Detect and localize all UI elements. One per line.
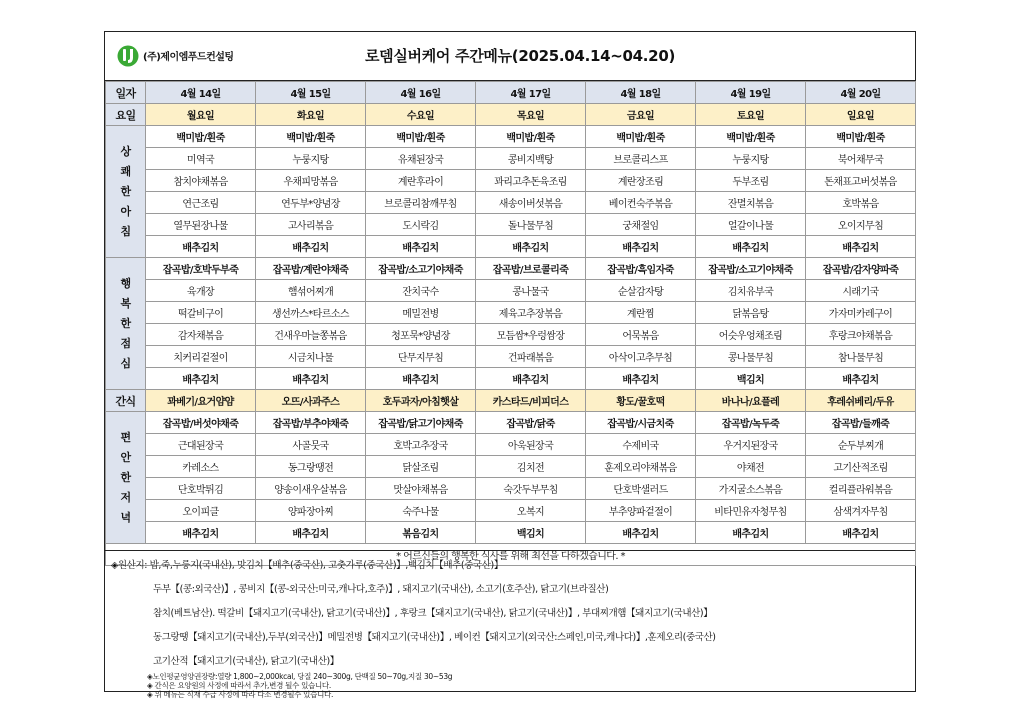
meal-label-char: 편: [120, 430, 131, 444]
table-row: [106, 522, 916, 544]
date-cell: 4월 19일: [696, 82, 806, 104]
origin-line-4: 동그랑땡【돼지고기(국내산),두부(외국산)】메밀전병【돼지고기(국내산)】, 베이컨【돼지고기(외국산:스페인,미국,캐나다)】,훈제오리(중국산): [153, 632, 716, 643]
lunch-menu-item: 치커리겉절이: [146, 346, 256, 368]
breakfast-menu-item: 누룽지탕: [696, 148, 806, 170]
meal-label-char: 상: [120, 144, 131, 158]
origin-line-2: 두부【(콩:외국산)】, 콩비지【(콩-외국산:미국,캐나다,호주)】, 돼지고기(국내산), 소고기(호주산), 닭고기(브라질산): [153, 584, 609, 595]
lunch-menu-item: 순살감자탕: [586, 280, 696, 302]
breakfast-menu-item: 연두부*양념장: [256, 192, 366, 214]
breakfast-menu-item: 꽈리고추돈육조림: [476, 170, 586, 192]
dinner-menu-item: 수제비국: [586, 434, 696, 456]
table-row: [106, 456, 916, 478]
dinner-menu-item: 근대된장국: [146, 434, 256, 456]
dinner-menu-item: 고기산적조림: [806, 456, 916, 478]
table-row: [106, 478, 916, 500]
dinner-menu-item: 아욱된장국: [476, 434, 586, 456]
breakfast-menu-item: 누룽지탕: [256, 148, 366, 170]
meal-label-char: 안: [120, 450, 131, 464]
table-row: [106, 368, 916, 390]
breakfast-menu-item: 콩비지백탕: [476, 148, 586, 170]
nutrition-note: ◈노인평균영양권장량:열량 1,800~2,000kcal, 당질 240~300g, 단백질 50~70g,지질 30~53g: [147, 672, 453, 681]
lunch-menu-item: 배추김치: [366, 368, 476, 390]
lunch-menu-item: 건새우마늘쫑볶음: [256, 324, 366, 346]
breakfast-menu-item: 새송이버섯볶음: [476, 192, 586, 214]
breakfast-menu-item: 백미밥/흰죽: [476, 126, 586, 148]
lunch-menu-item: 가자미카레구이: [806, 302, 916, 324]
breakfast-menu-item: 배추김치: [696, 236, 806, 258]
lunch-menu-item: 육개장: [146, 280, 256, 302]
breakfast-menu-item: 백미밥/흰죽: [366, 126, 476, 148]
breakfast-menu-item: 호박볶음: [806, 192, 916, 214]
dinner-menu-item: 배추김치: [696, 522, 806, 544]
dinner-menu-item: 닭살조림: [366, 456, 476, 478]
dinner-menu-item: 잡곡밥/닭고기야채죽: [366, 412, 476, 434]
header: [105, 32, 915, 81]
dinner-menu-item: 숙주나물: [366, 500, 476, 522]
breakfast-menu-item: 돈채표고버섯볶음: [806, 170, 916, 192]
weekday-cell: 월요일: [146, 104, 256, 126]
lunch-menu-item: 후랑크야채볶음: [806, 324, 916, 346]
meal-label-char: 행: [120, 276, 131, 290]
table-row: [106, 214, 916, 236]
table-row: [106, 126, 916, 148]
lunch-menu-item: 잡곡밥/감자양파죽: [806, 258, 916, 280]
table-row: [106, 148, 916, 170]
lunch-menu-item: 메밀전병: [366, 302, 476, 324]
lunch-menu-item: 시금치나물: [256, 346, 366, 368]
menu-sheet: [104, 31, 916, 699]
table-row: [106, 500, 916, 522]
page-title: 로뎀실버케어 주간메뉴(2025.04.14~04.20): [364, 47, 676, 65]
lunch-menu-item: 청포묵*양념장: [366, 324, 476, 346]
dinner-menu-item: 볶음김치: [366, 522, 476, 544]
breakfast-menu-item: 배추김치: [366, 236, 476, 258]
breakfast-menu-item: 계란장조림: [586, 170, 696, 192]
dinner-menu-item: 컬리플라워볶음: [806, 478, 916, 500]
meal-label-char: 한: [120, 184, 131, 198]
breakfast-meal-label: [106, 126, 146, 258]
breakfast-menu-item: 유채된장국: [366, 148, 476, 170]
breakfast-menu-item: 백미밥/흰죽: [586, 126, 696, 148]
breakfast-menu-item: 계란후라이: [366, 170, 476, 192]
weekday-cell: 토요일: [696, 104, 806, 126]
lunch-menu-item: 잡곡밥/호박두부죽: [146, 258, 256, 280]
dinner-menu-item: 배추김치: [586, 522, 696, 544]
dinner-menu-item: 단호박샐러드: [586, 478, 696, 500]
breakfast-menu-item: 백미밥/흰죽: [696, 126, 806, 148]
lunch-menu-item: 시래기국: [806, 280, 916, 302]
breakfast-menu-item: 백미밥/흰죽: [146, 126, 256, 148]
breakfast-menu-item: 참치야채볶음: [146, 170, 256, 192]
footer-note: * 어르신들의 행복한 식사를 위해 최선을 다하겠습니다. *: [106, 544, 916, 566]
dinner-menu-item: 백김치: [476, 522, 586, 544]
meal-label-char: 침: [120, 224, 131, 238]
breakfast-menu-item: 배추김치: [256, 236, 366, 258]
lunch-menu-item: 단무지무침: [366, 346, 476, 368]
table-row: [106, 170, 916, 192]
weekday-cell: 금요일: [586, 104, 696, 126]
table-row: [106, 236, 916, 258]
lunch-menu-item: 잡곡밥/계란야채죽: [256, 258, 366, 280]
breakfast-menu-item: 오이지무침: [806, 214, 916, 236]
lunch-menu-item: 김치유부국: [696, 280, 806, 302]
lunch-meal-label: [106, 258, 146, 390]
dinner-menu-item: 비타민유자청무침: [696, 500, 806, 522]
dinner-menu-item: 잡곡밥/녹두죽: [696, 412, 806, 434]
weekly-menu-table: [105, 81, 916, 566]
meal-label-char: 한: [120, 470, 131, 484]
dinner-menu-item: 단호박튀김: [146, 478, 256, 500]
meal-label-char: 점: [120, 336, 131, 350]
breakfast-menu-item: 고사리볶음: [256, 214, 366, 236]
breakfast-menu-item: 배추김치: [806, 236, 916, 258]
dinner-menu-item: 배추김치: [146, 522, 256, 544]
weekday-cell: 일요일: [806, 104, 916, 126]
date-cell: 4월 20일: [806, 82, 916, 104]
dinner-menu-item: 순두부찌개: [806, 434, 916, 456]
table-row: [106, 346, 916, 368]
dinner-menu-item: 우거지된장국: [696, 434, 806, 456]
lunch-menu-item: 잡곡밥/흑임자죽: [586, 258, 696, 280]
dinner-menu-item: 호박고추장국: [366, 434, 476, 456]
date-cell: 4월 18일: [586, 82, 696, 104]
origin-line-1: ◈원산지: 밥,죽,누룽지(국내산), 맛김치【배추(중국산), 고춧가루(중국산)】,백김치【배추(중국산)】: [111, 560, 503, 571]
snack-cell: 호두과자/아침햇살: [366, 390, 476, 412]
lunch-menu-item: 어묵볶음: [586, 324, 696, 346]
breakfast-menu-item: 배추김치: [586, 236, 696, 258]
weekday-cell: 목요일: [476, 104, 586, 126]
company-name: (주)제이엠푸드컨설팅: [143, 52, 234, 63]
lunch-menu-item: 떡갈비구이: [146, 302, 256, 324]
meal-label-char: 복: [120, 296, 131, 310]
lunch-menu-item: 백김치: [696, 368, 806, 390]
snack-cell: 카스타드/비피더스: [476, 390, 586, 412]
lunch-menu-item: 감자채볶음: [146, 324, 256, 346]
snack-cell: 오뜨/사과주스: [256, 390, 366, 412]
dinner-menu-item: 카레소스: [146, 456, 256, 478]
meal-label-char: 저: [120, 490, 131, 504]
lunch-menu-item: 배추김치: [256, 368, 366, 390]
breakfast-menu-item: 도시락김: [366, 214, 476, 236]
dinner-menu-item: 가지굴소스볶음: [696, 478, 806, 500]
meal-label-char: 녁: [120, 510, 131, 524]
lunch-menu-item: 배추김치: [586, 368, 696, 390]
snack-cell: 후레쉬베리/두유: [806, 390, 916, 412]
dinner-menu-item: 훈제오리야채볶음: [586, 456, 696, 478]
table-row: [106, 324, 916, 346]
dinner-menu-item: 사골뭇국: [256, 434, 366, 456]
dinner-menu-item: 배추김치: [806, 522, 916, 544]
dinner-menu-item: 삼색겨자무침: [806, 500, 916, 522]
meal-label-char: 한: [120, 316, 131, 330]
dinner-menu-item: 숙갓두부무침: [476, 478, 586, 500]
dinner-menu-item: 맛살야채볶음: [366, 478, 476, 500]
lunch-menu-item: 생선까스*타르소스: [256, 302, 366, 324]
dinner-menu-item: 잡곡밥/시금치죽: [586, 412, 696, 434]
lunch-menu-item: 계란찜: [586, 302, 696, 324]
table-row: [106, 390, 916, 412]
lunch-menu-item: 잡곡밥/소고기야채죽: [696, 258, 806, 280]
breakfast-menu-item: 얼갈이나물: [696, 214, 806, 236]
table-row: [106, 192, 916, 214]
lunch-menu-item: 배추김치: [476, 368, 586, 390]
weekday-cell: 화요일: [256, 104, 366, 126]
dinner-menu-item: 김치전: [476, 456, 586, 478]
menu-change-note: ◈ 위 메뉴는 식재 수급 사정에 따라 다소 변경될수 있습니다.: [147, 690, 334, 699]
dinner-menu-item: 잡곡밥/버섯야채죽: [146, 412, 256, 434]
lunch-menu-item: 잔치국수: [366, 280, 476, 302]
lunch-menu-item: 제육고추장볶음: [476, 302, 586, 324]
meal-label-char: 아: [120, 204, 131, 218]
lunch-menu-item: 잡곡밥/브로콜리죽: [476, 258, 586, 280]
date-cell: 4월 17일: [476, 82, 586, 104]
breakfast-menu-item: 백미밥/흰죽: [806, 126, 916, 148]
origin-line-5: 고기산적【돼지고기(국내산), 닭고기(국내산)】: [153, 656, 339, 667]
table-row: [106, 302, 916, 324]
weekday-label: 요일: [106, 104, 146, 126]
breakfast-menu-item: 백미밥/흰죽: [256, 126, 366, 148]
breakfast-menu-item: 우채피망볶음: [256, 170, 366, 192]
dinner-menu-item: 잡곡밥/부추야채죽: [256, 412, 366, 434]
breakfast-menu-item: 미역국: [146, 148, 256, 170]
lunch-menu-item: 모듬쌈*우렁쌈장: [476, 324, 586, 346]
breakfast-menu-item: 브로콜리참깨무침: [366, 192, 476, 214]
snack-label: 간식: [106, 390, 146, 412]
meal-label-char: 쾌: [120, 164, 131, 178]
lunch-menu-item: 콩나물국: [476, 280, 586, 302]
breakfast-menu-item: 북어채무국: [806, 148, 916, 170]
table-row: [106, 104, 916, 126]
lunch-menu-item: 배추김치: [146, 368, 256, 390]
snack-note: ◈ 간식은 요양원의 사정에 따라서 추가,변경 될수 있습니다.: [147, 681, 331, 690]
lunch-menu-item: 참나물무침: [806, 346, 916, 368]
date-cell: 4월 14일: [146, 82, 256, 104]
origin-line-3: 참치(베트남산). 떡갈비【돼지고기(국내산), 닭고기(국내산)】, 후랑크【돼지고기(국내산), 닭고기(국내산)】, 부대찌개햄【돼지고기(국내산)】: [153, 608, 713, 619]
breakfast-menu-item: 열무된장나물: [146, 214, 256, 236]
lunch-menu-item: 잡곡밥/소고기야채죽: [366, 258, 476, 280]
snack-cell: 황도/꿀호떡: [586, 390, 696, 412]
lunch-menu-item: 햄섞어찌개: [256, 280, 366, 302]
table-row: [106, 412, 916, 434]
table-row: [106, 434, 916, 456]
dinner-menu-item: 오복지: [476, 500, 586, 522]
date-cell: 4월 16일: [366, 82, 476, 104]
lunch-menu-item: 배추김치: [806, 368, 916, 390]
lunch-menu-item: 콩나물무침: [696, 346, 806, 368]
dinner-menu-item: 양송이새우살볶음: [256, 478, 366, 500]
dinner-menu-item: 부추양파겉절이: [586, 500, 696, 522]
dinner-menu-item: 잡곡밥/들깨죽: [806, 412, 916, 434]
breakfast-menu-item: 연근조림: [146, 192, 256, 214]
lunch-menu-item: 건파래볶음: [476, 346, 586, 368]
lunch-menu-item: 어슷우엉채조림: [696, 324, 806, 346]
date-label: 일자: [106, 82, 146, 104]
dinner-meal-label: [106, 412, 146, 544]
dinner-menu-item: 양파장아찌: [256, 500, 366, 522]
snack-cell: 바나나/요플레: [696, 390, 806, 412]
dinner-menu-item: 야채전: [696, 456, 806, 478]
table-row: [106, 258, 916, 280]
breakfast-menu-item: 베이컨숙주볶음: [586, 192, 696, 214]
snack-cell: 꽈베기/요거얌얌: [146, 390, 256, 412]
breakfast-menu-item: 브로콜리스프: [586, 148, 696, 170]
breakfast-menu-item: 배추김치: [146, 236, 256, 258]
weekday-cell: 수요일: [366, 104, 476, 126]
breakfast-menu-item: 배추김치: [476, 236, 586, 258]
table-row: [106, 280, 916, 302]
breakfast-menu-item: 두부조림: [696, 170, 806, 192]
dinner-menu-item: 잡곡밥/닭죽: [476, 412, 586, 434]
breakfast-menu-item: 궁채절임: [586, 214, 696, 236]
dinner-menu-item: 배추김치: [256, 522, 366, 544]
origin-info: [105, 550, 915, 699]
meal-label-char: 심: [120, 356, 131, 370]
lunch-menu-item: 아삭이고추무침: [586, 346, 696, 368]
lunch-menu-item: 닭볶음탕: [696, 302, 806, 324]
breakfast-menu-item: 잔멸치볶음: [696, 192, 806, 214]
dinner-menu-item: 동그랑땡전: [256, 456, 366, 478]
breakfast-menu-item: 돌나물무침: [476, 214, 586, 236]
table-row: [106, 82, 916, 104]
date-cell: 4월 15일: [256, 82, 366, 104]
dinner-menu-item: 오이피클: [146, 500, 256, 522]
